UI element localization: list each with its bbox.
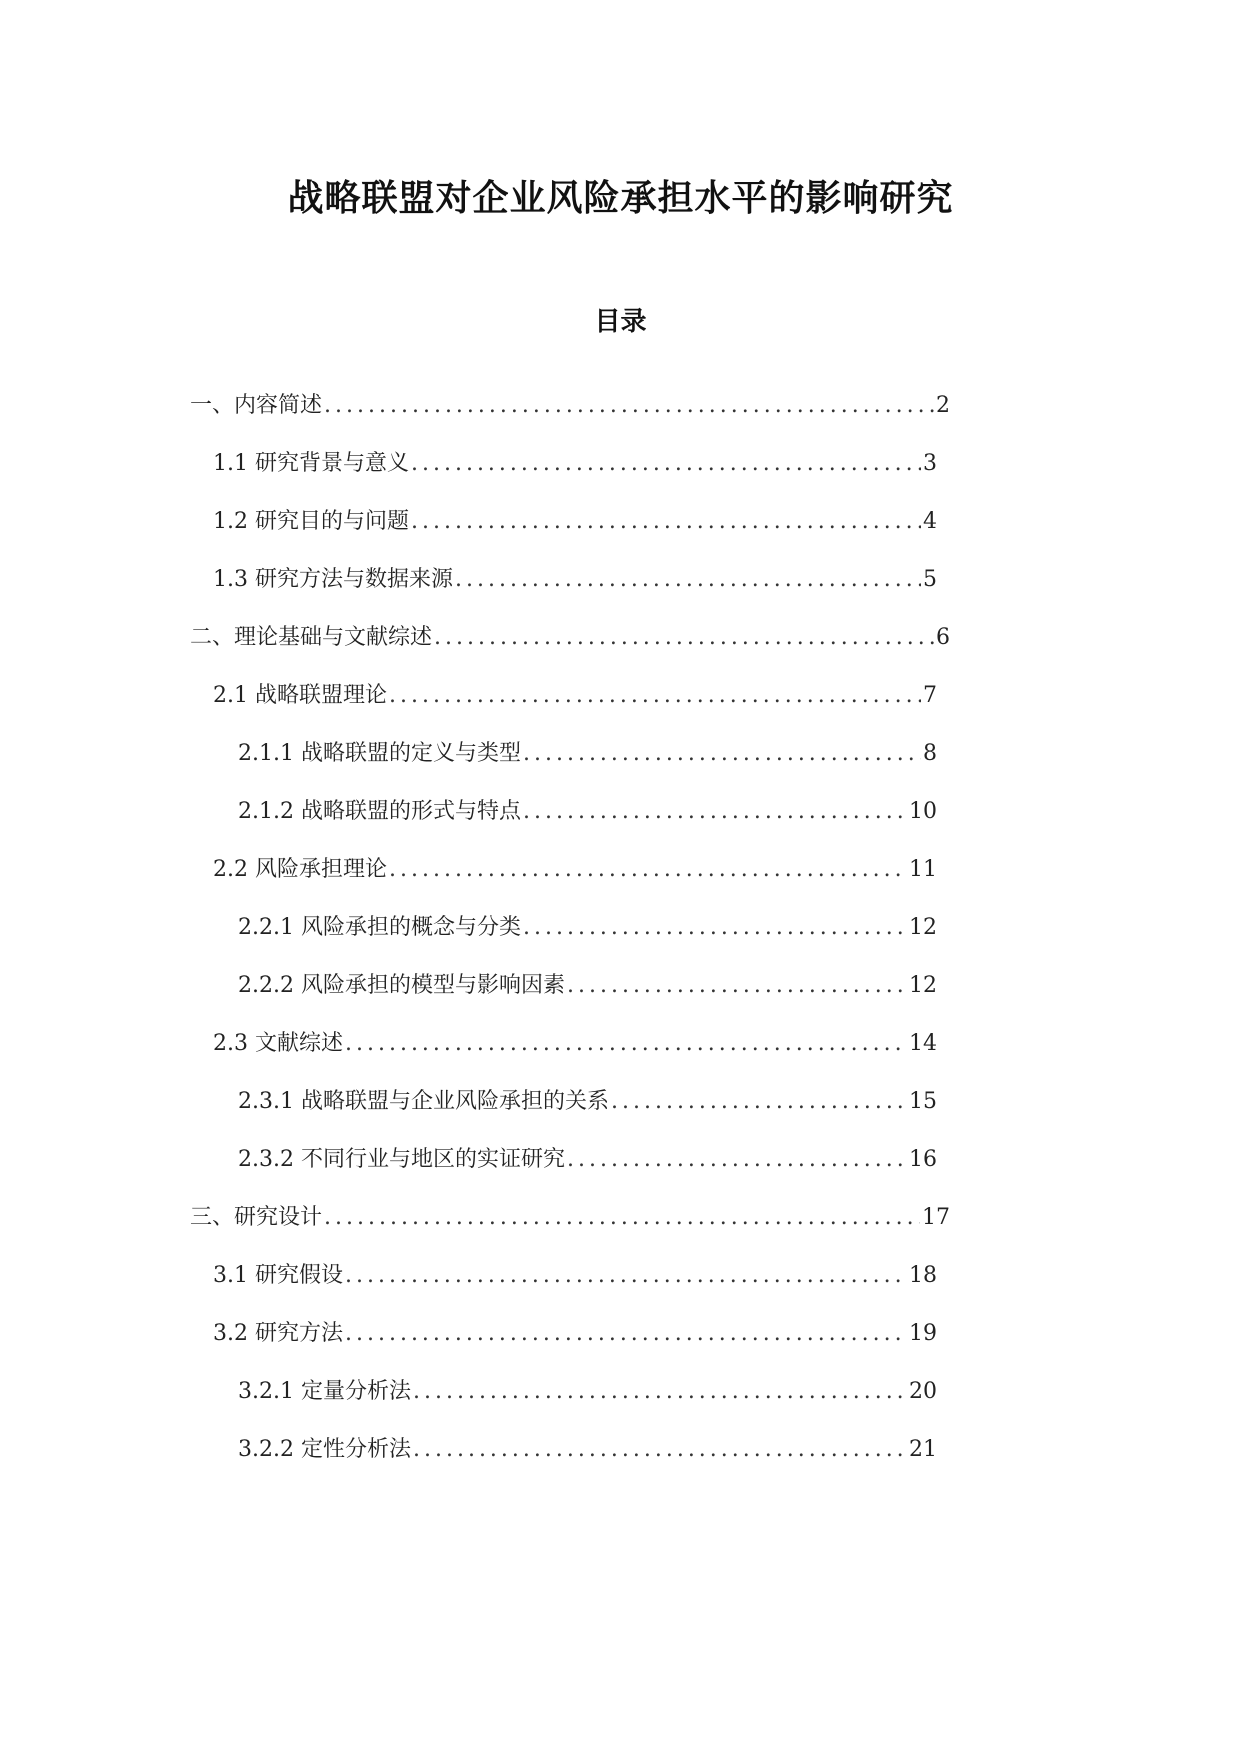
toc-entry-1[interactable] [190, 386, 950, 426]
toc-entry-page: 4 [923, 509, 937, 534]
toc-entry-1-1[interactable] [213, 444, 937, 484]
toc-entry-1-2[interactable] [213, 502, 937, 542]
toc-entry-label: 2.1.2 战略联盟的形式与特点 [238, 799, 521, 824]
dot-leader [411, 1430, 907, 1470]
dot-leader [565, 1140, 907, 1180]
toc-entry-1-3[interactable] [213, 560, 937, 600]
toc-entry-2-2-1[interactable] [238, 908, 937, 948]
document-title: 战略联盟对企业风险承担水平的影响研究 [287, 177, 954, 220]
dot-leader [609, 1082, 907, 1122]
dot-leader [565, 966, 907, 1006]
toc-entry-page: 15 [909, 1089, 937, 1114]
toc-entry-page: 10 [909, 799, 937, 824]
toc-entry-page: 14 [909, 1031, 937, 1056]
toc-entry-label: 2.1.1 战略联盟的定义与类型 [238, 741, 521, 766]
toc-entry-page: 11 [909, 857, 937, 882]
toc-entry-2-1[interactable] [213, 676, 937, 716]
toc-entry-label: 2.2.1 风险承担的概念与分类 [238, 915, 521, 940]
dot-leader [343, 1314, 907, 1354]
toc-entry-3-2-1[interactable] [238, 1372, 937, 1412]
toc-entry-page: 6 [936, 625, 950, 650]
dot-leader [521, 908, 907, 948]
toc-entry-label: 3.2.2 定性分析法 [238, 1437, 411, 1462]
toc-entry-2-3-2[interactable] [238, 1140, 937, 1180]
toc-entry-page: 3 [923, 451, 937, 476]
dot-leader [432, 618, 934, 658]
toc-entry-2-1-2[interactable] [238, 792, 937, 832]
dot-leader [453, 560, 921, 600]
toc-heading: 目录 [594, 306, 647, 337]
toc-entry-2-2-2[interactable] [238, 966, 937, 1006]
toc-entry-page: 21 [909, 1437, 937, 1462]
toc-entry-page: 19 [909, 1321, 937, 1346]
toc-entry-page: 16 [909, 1147, 937, 1172]
toc-entry-3-2-2[interactable] [238, 1430, 937, 1470]
toc-entry-label: 3.1 研究假设 [213, 1263, 343, 1288]
dot-leader [343, 1024, 907, 1064]
toc-entry-label: 二、理论基础与文献综述 [190, 625, 433, 650]
toc-entry-page: 20 [909, 1379, 937, 1404]
toc-entry-page: 8 [923, 741, 937, 766]
toc-entry-page: 7 [923, 683, 937, 708]
dot-leader [411, 1372, 907, 1412]
toc-entry-label: 1.2 研究目的与问题 [213, 509, 409, 534]
toc-entry-page: 17 [922, 1205, 950, 1230]
toc-entry-label: 3.2 研究方法 [213, 1321, 343, 1346]
toc-entry-label: 一、内容简述 [190, 393, 323, 418]
dot-leader [409, 444, 921, 484]
dot-leader [387, 676, 921, 716]
toc-entry-label: 1.3 研究方法与数据来源 [213, 567, 453, 592]
toc-entry-label: 2.2 风险承担理论 [213, 857, 387, 882]
toc-entry-label: 2.3 文献综述 [213, 1031, 343, 1056]
toc-entry-page: 12 [909, 973, 937, 998]
toc-entry-2-3-1[interactable] [238, 1082, 937, 1122]
toc-entry-label: 2.1 战略联盟理论 [213, 683, 387, 708]
toc-entry-2[interactable] [190, 618, 950, 658]
toc-entry-label: 2.3.1 战略联盟与企业风险承担的关系 [238, 1089, 609, 1114]
dot-leader [322, 1198, 920, 1238]
toc-entry-3-1[interactable] [213, 1256, 937, 1296]
toc-entry-page: 18 [909, 1263, 937, 1288]
dot-leader [343, 1256, 907, 1296]
toc-entry-label: 2.2.2 风险承担的模型与影响因素 [238, 973, 565, 998]
toc-entry-page: 5 [923, 567, 937, 592]
toc-entry-2-1-1[interactable] [238, 734, 937, 774]
dot-leader [322, 386, 934, 426]
dot-leader [521, 792, 907, 832]
toc-entry-label: 3.2.1 定量分析法 [238, 1379, 411, 1404]
dot-leader [521, 734, 921, 774]
toc-entry-3-2[interactable] [213, 1314, 937, 1354]
toc-entry-2-3[interactable] [213, 1024, 937, 1064]
toc-entry-2-2[interactable] [213, 850, 937, 890]
toc-entry-3[interactable] [190, 1198, 950, 1238]
dot-leader [387, 850, 907, 890]
toc-entry-page: 12 [909, 915, 937, 940]
toc-entry-label: 三、研究设计 [190, 1205, 323, 1230]
toc-entry-label: 2.3.2 不同行业与地区的实证研究 [238, 1147, 565, 1172]
dot-leader [409, 502, 921, 542]
toc-entry-label: 1.1 研究背景与意义 [213, 451, 409, 476]
toc-entry-page: 2 [936, 393, 950, 418]
